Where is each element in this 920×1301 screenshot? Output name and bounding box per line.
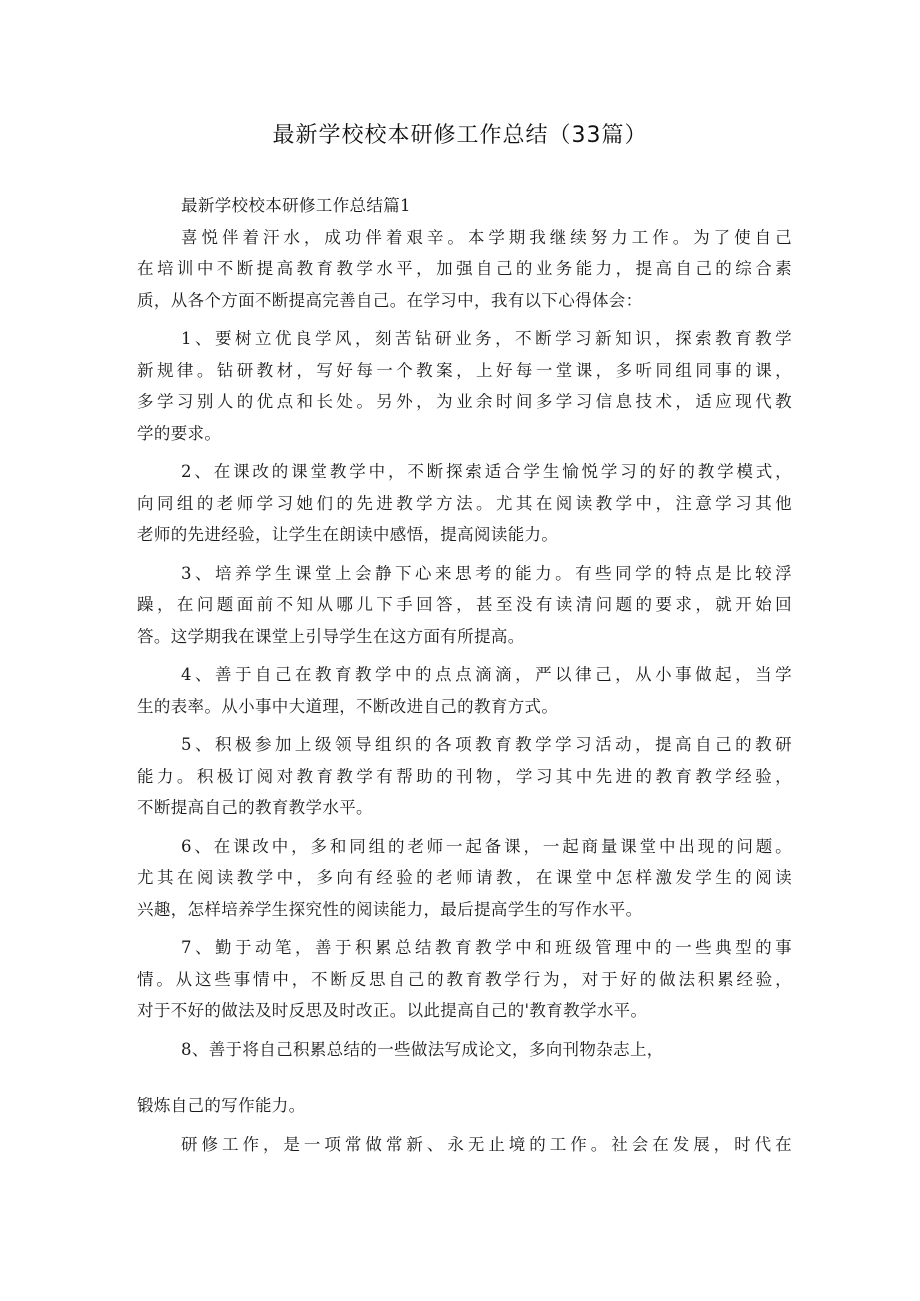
paragraph-line: 6、在课改中，多和同组的老师一起备课，一起商量课堂中出现的问题。 [181, 836, 792, 856]
paragraph-line: 新规律。钻研教材，写好每一个教案，上好每一堂课，多听同组同事的课， [137, 360, 792, 380]
paragraph-line: 生的表率。从小事中大道理，不断改进自己的教育方式。 [137, 696, 559, 716]
paragraph-item-4 [137, 659, 792, 722]
paragraph-line: 质，从各个方面不断提高完善自己。在学习中，我有以下心得体会： [137, 290, 643, 310]
paragraph-item-8 [137, 1034, 792, 1066]
paragraph-item-7 [137, 932, 792, 1027]
paragraph-line: 不断提高自己的教育教学水平。 [137, 798, 373, 817]
paragraph-line: 5、积极参加上级领导组织的各项教育教学学习活动，提高自己的教研 [181, 735, 792, 754]
paragraph-line: 能力。积极订阅对教育教学有帮助的刊物，学习其中先进的教育教学经验， [137, 766, 792, 786]
paragraph-line: 锻炼自己的写作能力。 [137, 1096, 306, 1115]
paragraph-line: 向同组的老师学习她们的先进教学方法。尤其在阅读教学中，注意学习其他 [137, 493, 792, 513]
paragraph-closing [137, 1129, 792, 1161]
section-heading: 最新学校校本研修工作总结篇1 [181, 196, 411, 215]
document-body [137, 190, 792, 1160]
paragraph-line: 研修工作，是一项常做常新、永无止境的工作。社会在发展，时代在 [181, 1134, 792, 1154]
paragraph-item-8-continuation [137, 1090, 792, 1122]
paragraph-line: 喜悦伴着汗水，成功伴着艰辛。本学期我继续努力工作。为了使自己 [181, 227, 792, 247]
paragraph-item-3 [137, 558, 792, 653]
paragraph-line: 3、培养学生课堂上会静下心来思考的能力。有些同学的特点是比较浮 [181, 563, 792, 583]
paragraph-line: 学的要求。 [137, 423, 222, 443]
paragraph-line: 7、勤于动笔，善于积累总结教育教学中和班级管理中的一些典型的事 [181, 938, 792, 957]
paragraph-line: 2、在课改的课堂教学中，不断探索适合学生愉悦学习的好的教学模式， [181, 462, 792, 481]
paragraph-item-2 [137, 456, 792, 551]
paragraph-line: 答。这学期我在课堂上引导学生在这方面有所提高。 [137, 626, 525, 646]
paragraph-intro [137, 222, 792, 317]
document-title: 最新学校校本研修工作总结（33篇） [272, 123, 648, 148]
paragraph-line: 兴趣，怎样培养学生探究性的阅读能力，最后提高学生的写作水平。 [137, 899, 643, 919]
paragraph-line: 尤其在阅读教学中，多向有经验的老师请教，在课堂中怎样激发学生的阅读 [137, 868, 792, 887]
paragraph-line: 躁，在问题面前不知从哪儿下手回答，甚至没有读清问题的要求，就开始回 [137, 595, 792, 614]
paragraph-item-1 [137, 323, 792, 449]
paragraph-line: 对于不好的做法及时反思及时改正。以此提高自己的'教育教学水平。 [137, 1001, 648, 1020]
paragraph-line: 老师的先进经验，让学生在朗读中感悟，提高阅读能力。 [137, 525, 559, 544]
paragraph-line: 在培训中不断提高教育教学水平，加强自己的业务能力，提高自己的综合素 [137, 259, 792, 278]
paragraph-line: 8、善于将自己积累总结的一些做法写成论文，多向刊物杂志上， [181, 1039, 664, 1059]
paragraph-line: 4、善于自己在教育教学中的点点滴滴，严以律己，从小事做起，当学 [181, 665, 792, 684]
paragraph-item-6 [137, 831, 792, 926]
paragraph-line: 情。从这些事情中，不断反思自己的教育教学行为，对于好的做法积累经验， [137, 969, 792, 989]
paragraph-line: 多学习别人的优点和长处。另外，为业余时间多学习信息技术，适应现代教 [137, 392, 792, 411]
paragraph-item-5 [137, 729, 792, 824]
paragraph-line: 1、要树立优良学风，刻苦钻研业务，不断学习新知识，探索教育教学 [181, 329, 792, 348]
